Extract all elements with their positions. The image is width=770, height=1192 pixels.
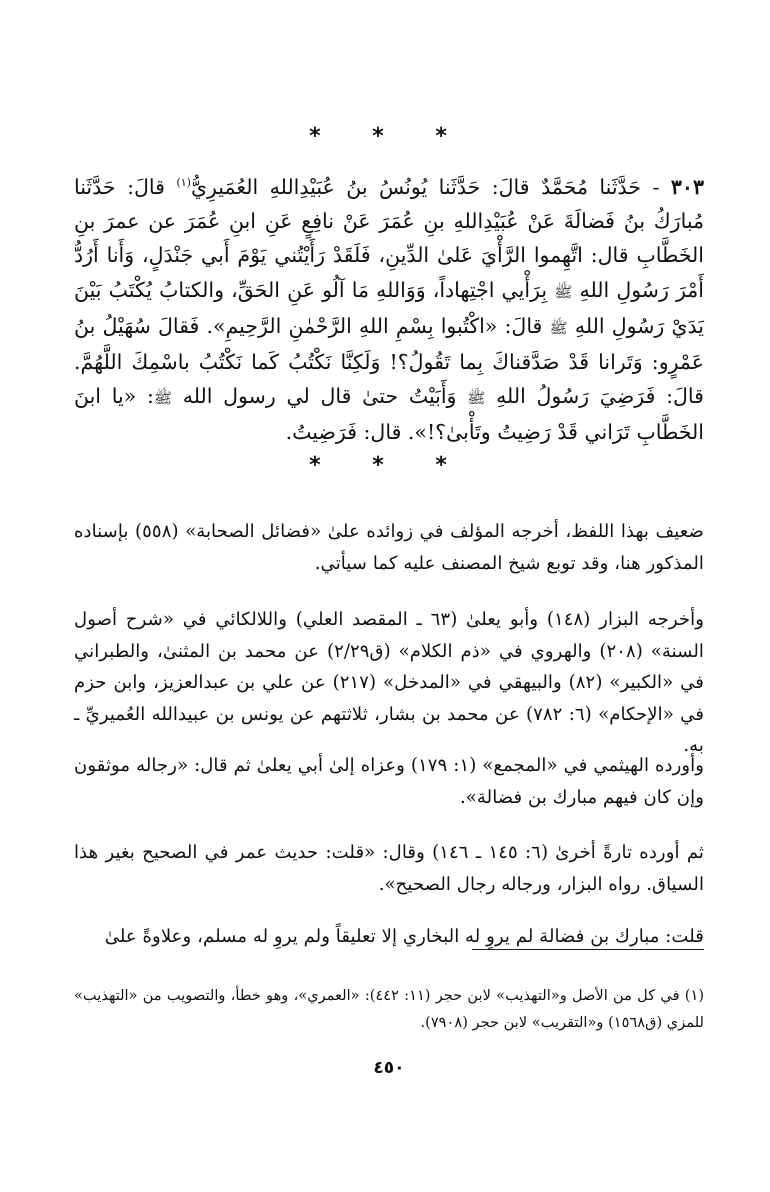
commentary-paragraph: قلت: مبارك بن فضالة لم يروِ له البخاري إلا تعليقاً ولم يروِ له مسلم، وعلاوةً علىٰ	[104, 926, 704, 948]
salutation-symbol: ﷺ	[153, 389, 172, 408]
hadith-body-3: وَأَبَيْتُ حتىٰ قال لي رسول الله	[182, 384, 457, 409]
salutation-symbol: ﷺ	[549, 318, 568, 337]
footnote-reference[interactable]: (١)	[176, 176, 191, 190]
hadith-chain-1: - حَدَّثَنا مُحَمَّدٌ قالَ: حَدَّثَنا يُونُسُ بنُ عُبَيْدِاللهِ العُمَيرِيُّ	[190, 175, 660, 199]
hadith-body-2: قالَ: «اكْتُبوا بِسْمِ اللهِ الرَّحْمٰنِ الرَّحِيمِ». فَقالَ سُهَيْلُ بنُ عَمْرٍو: وَتَرانا قَدْ صَدَّقناكَ بِما تَقُولُ؟! وَلَكِنَّا نَكْتُبُ كَما نَكْتُبُ باسْمِكَ اللَّهُمَّ. قالَ: فَرَضِيَ رَسُولُ اللهِ	[74, 313, 704, 409]
separator-stars-top: * * *	[309, 124, 469, 149]
commentary-paragraph: ضعيف بهذا اللفظ، أخرجه المؤلف في زوائده علىٰ «فضائل الصحابة» (٥٥٨) بإسناده المذكور هنا، وقد توبع شيخ المصنف عليه كما سيأتي.	[74, 521, 704, 574]
commentary-paragraph: وأورده الهيثمي في «المجمع» (١: ١٧٩) وعزاه إلىٰ أبي يعلىٰ ثم قال: «رجاله موثقون وإن كان فيهم مبارك بن فضالة».	[74, 755, 705, 808]
hadith-chain-2: قالَ: حَدَّثَنا مُبارَكُ بنُ فَضالَةَ عَنْ عُبَيْدِاللهِ بنِ عُمَرَ عَنْ نافِعٍ عَنِ ابنِ عُمَرَ عن عمرَ بنِ الخَطَّابِ قال: اتَّهِموا الرَّأْيَ عَلىٰ الدِّينِ، فَلَقَدْ رَأَيْتُني يَوْمَ أَبي جَنْدَلٍ، وَأَنا أَرُدُّ أَمْرَ رَسُولِ اللهِ	[74, 175, 704, 302]
hadith-body-4: : «يا ابنَ الخَطَّابِ تَرَاني قَدْ رَضِيتُ وتَأْبىٰ؟!». قال: فَرَضِيتُ.	[74, 384, 704, 445]
commentary-paragraph: وأخرجه البزار (١٤٨) وأبو يعلىٰ (٦٣ ـ المقصد العلي) واللالكائي في «شرح أصول السنة» (٢٠٨) والهروي في «ذم الكلام» (ق٢/٢٩) عن محمد بن المثنىٰ، والطبراني في «الكبير» (٨٢) والبيهقي في «المدخل» (٢١٧) عن علي بن عبدالعزيز، وابن حزم في «الإحكام» (٦: ٧٨٢) عن محمد بن بشار، ثلاثتهم عن يونس بن عبيدالله العُميريِّ ـ به.	[74, 609, 705, 757]
separator-stars-middle: * * *	[309, 453, 469, 478]
footnote-text: (١) في كل من الأصل و«التهذيب» لابن حجر (١١: ٤٤٢): «العمري»، وهو خطأ، والتصويب من «التهذيب» للمزي (ق١٥٦٨) و«التقريب» لابن حجر (٧٩٠٨).	[74, 986, 705, 1031]
page-number: ٤٥٠	[373, 1058, 405, 1078]
hadith-number: ٣٠٣	[670, 175, 704, 199]
hadith-text	[74, 170, 704, 450]
salutation-symbol: ﷺ	[554, 282, 573, 301]
salutation-symbol: ﷺ	[467, 389, 486, 408]
book-page	[74, 0, 704, 1192]
hadith-body-1: بِرَأْيي اجْتِهاداً، وَوَاللهِ مَا آلُو عَنِ الحَقِّ، والكتابُ يُكْتَبُ بَيْنَ يَدَيْ رَسُولِ اللهِ	[74, 277, 704, 338]
commentary-paragraph: ثم أورده تارةً أخرىٰ (٦: ١٤٥ ـ ١٤٦) وقال: «قلت: حديث عمر في الصحيح بغير هذا السياق. رواه البزار، ورجاله رجال الصحيح».	[74, 842, 704, 895]
footnote-divider	[472, 949, 704, 950]
